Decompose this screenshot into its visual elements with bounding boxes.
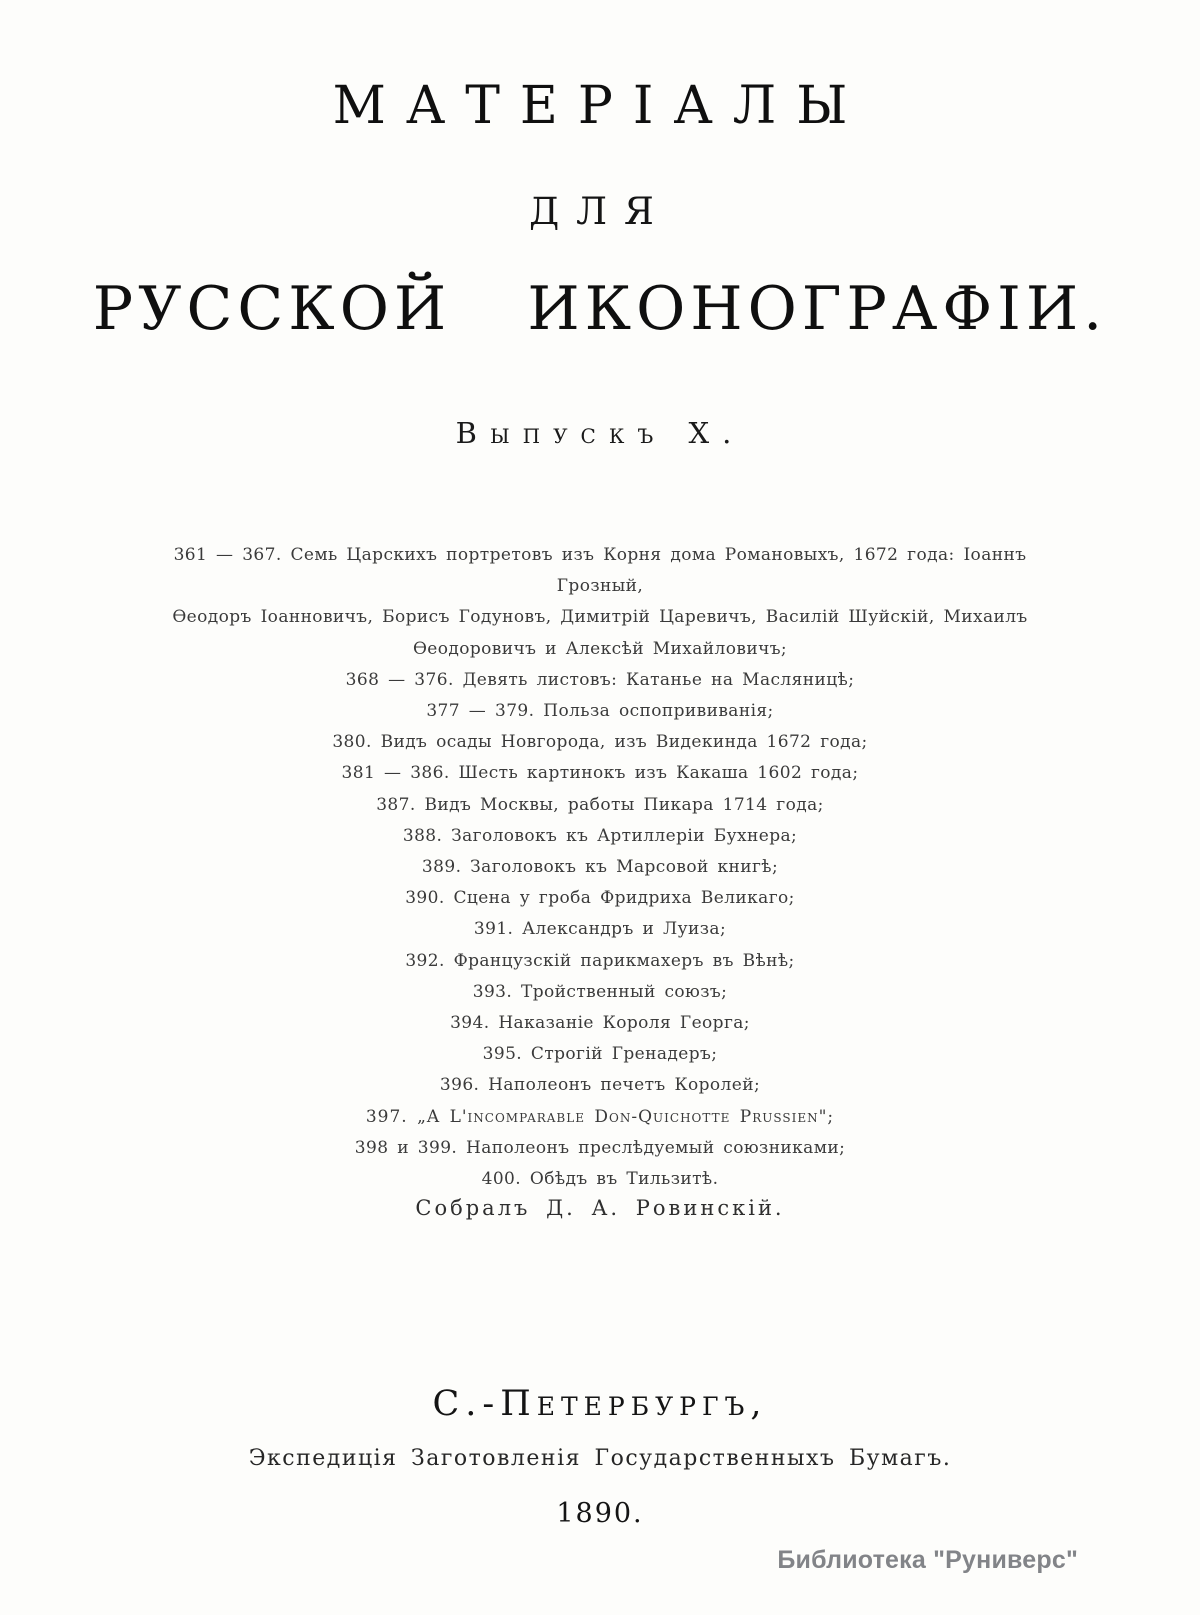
compiler-line: Собралъ Д. А. Ровинскій.	[415, 1196, 785, 1220]
list-item: 368 — 376. Девять листовъ: Катанье на Масляницѣ;	[345, 669, 855, 690]
issue-number: Выпускъ X.	[455, 416, 745, 450]
list-item: Ѳеодоровичъ и Алексѣй Михайловичъ;	[412, 638, 788, 659]
list-item: 377 — 379. Польза оспопрививанія;	[426, 701, 774, 722]
book-title: МАТЕРІАЛЫ	[332, 76, 868, 136]
list-item: 388. Заголовокъ къ Артиллеріи Бухнера;	[402, 825, 798, 846]
imprint-year: 1890.	[556, 1498, 644, 1529]
list-item: 389. Заголовокъ къ Марсовой книгѣ;	[421, 857, 779, 878]
list-item: 397. „A L'incomparable Don-Quichotte Prussien";	[365, 1106, 835, 1127]
list-item: 396. Наполеонъ печетъ Королей;	[439, 1075, 761, 1096]
list-item: 391. Александръ и Луиза;	[473, 919, 727, 940]
imprint-city: С.-Петербургъ,	[432, 1384, 768, 1424]
list-item: Ѳеодоръ Іоанновичъ, Борисъ Годуновъ, Димитрій Царевичъ, Василій Шуйскій, Михаилъ	[172, 607, 1028, 628]
imprint-publisher: Экспедиція Заготовленія Государственныхъ Бумагъ.	[248, 1446, 952, 1471]
list-item: 398 и 399. Наполеонъ преслѣдуемый союзниками;	[354, 1137, 846, 1158]
book-title-for-word: ДЛЯ	[529, 190, 671, 233]
list-item: 395. Строгій Гренадеръ;	[482, 1044, 718, 1065]
list-item: 400. Обѣдъ въ Тильзитѣ.	[481, 1169, 719, 1190]
book-title-subject: РУССКОЙ ИКОНОГРАФІИ.	[92, 274, 1108, 344]
list-item: 394. Наказаніе Короля Георга;	[450, 1013, 750, 1034]
list-item: 381 — 386. Шесть картинокъ изъ Какаша 1602 года;	[341, 763, 859, 784]
contents-list	[170, 540, 1030, 1195]
list-item: 390. Сцена у гроба Фридриха Великаго;	[405, 888, 795, 909]
list-item: 392. Французскій парикмахеръ въ Вѣнѣ;	[405, 950, 795, 971]
list-item: 361 — 367. Семь Царскихъ портретовъ изъ Корня дома Романовыхъ, 1672 года: Іоаннъ Грозный,	[173, 545, 1027, 597]
list-item: 387. Видъ Москвы, работы Пикара 1714 года;	[376, 794, 824, 815]
list-item: 380. Видъ осады Новгорода, изъ Видекинда 1672 года;	[332, 732, 868, 753]
list-item: 393. Тройственный союзъ;	[472, 981, 728, 1002]
library-watermark: Библиотека "Руниверс"	[777, 1546, 1078, 1574]
